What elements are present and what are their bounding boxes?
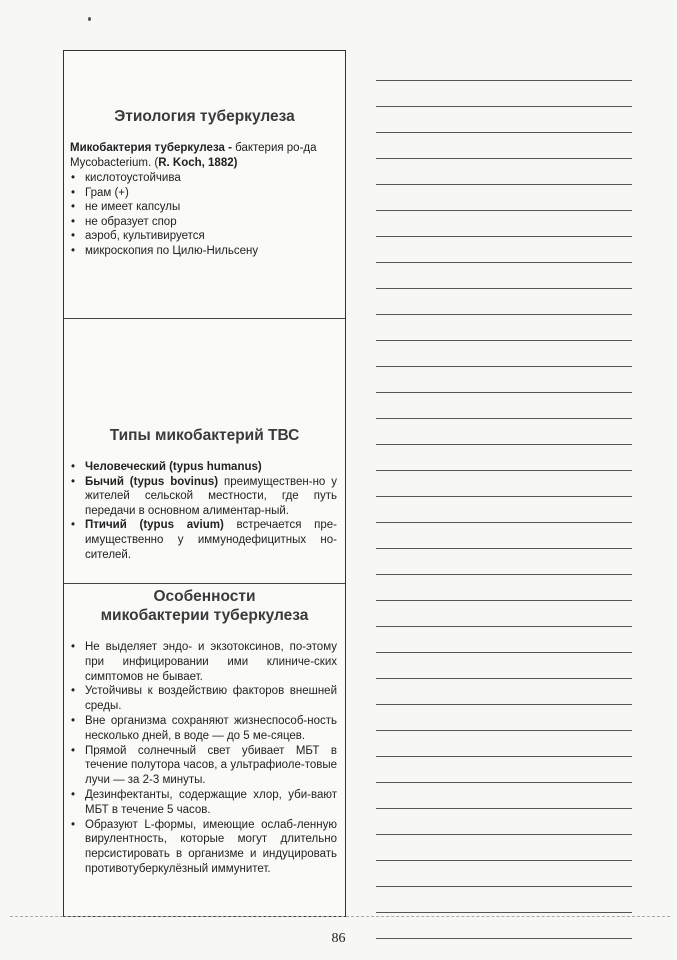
note-line [376,731,632,757]
note-line [376,81,632,107]
note-line [376,211,632,237]
note-line [376,679,632,705]
list-item: • не имеет капсулы [70,200,337,215]
slide-title: Типы микобактерий ТВС [109,427,300,444]
slide-features [64,583,345,917]
page-number: 86 [331,931,346,946]
list-item: • Дезинфектанты, содержащие хлор, уби-вают МБТ в течение 5 часов. [70,788,337,818]
note-line [376,627,632,653]
slide-etiology [64,51,345,318]
note-line [376,133,632,159]
list-item: • Птичий (typus avium) встречается пре-имущественно у иммунодефицитных но-сителей. [70,518,337,562]
list-item: • Человеческий (typus humanus) [70,460,337,475]
note-line [376,445,632,471]
slide-types [64,318,345,584]
note-line [376,263,632,289]
note-line [376,653,632,679]
note-line [376,601,632,627]
note-line [376,289,632,315]
note-line [376,861,632,887]
note-line [376,887,632,913]
list-item: • микроскопия по Цилю-Нильсену [70,244,337,259]
note-line [376,757,632,783]
note-line [376,315,632,341]
note-line [376,523,632,549]
bullet-list [70,171,337,259]
note-line [376,55,632,81]
list-item: • кислотоустойчива [70,171,337,186]
note-line [376,393,632,419]
ink-mark [88,17,91,21]
list-item: • Устойчивы к воздействию факторов внешней среды. [70,684,337,714]
note-line [376,185,632,211]
note-line [376,237,632,263]
note-line [376,705,632,731]
note-lines [376,55,632,939]
slide-lead: Микобактерия туберкулеза - бактерия ро-да Mycobacterium. (R. Koch, 1882) [70,142,317,169]
slides-column [63,50,346,917]
note-line [376,835,632,861]
list-item: • Вне организма сохраняют жизнеспособ-ность несколько дней, в воде — до 5 ме-сяцев. [70,714,337,744]
note-line [376,107,632,133]
list-item: • Бычий (typus bovinus) преимуществен-но у жителей сельской местности, где путь передачи в основном алиментар-ный. [70,475,337,519]
list-item: • Не выделяет эндо- и экзотоксинов, по-этому при инфицировании ими клиниче-ских симптомов не бывает. [70,640,337,684]
note-line [376,159,632,185]
slide-title: Особенности микобактерии туберкулеза [100,588,309,624]
list-item: • Образуют L-формы, имеющие ослаб-ленную вирулентность, которые могут длительно персистировать в организме и индуцировать противотуберкулёзный иммунитет. [70,818,337,877]
list-item: • не образует спор [70,215,337,230]
note-line [376,471,632,497]
note-line [376,367,632,393]
note-line [376,419,632,445]
list-item: • Прямой солнечный свет убивает МБТ в течение полутора часов, а ультрафиоле-товые лучи — за 2-3 минуты. [70,744,337,788]
note-line [376,783,632,809]
bullet-list [70,460,337,562]
bullet-list [70,640,337,877]
note-line [376,341,632,367]
list-item: • аэроб, культивируется [70,229,337,244]
page-edge-divider [10,916,670,917]
note-line [376,575,632,601]
note-line [376,549,632,575]
note-line [376,497,632,523]
slide-title: Этиология туберкулеза [114,108,295,125]
list-item: • Грам (+) [70,186,337,201]
note-line [376,809,632,835]
